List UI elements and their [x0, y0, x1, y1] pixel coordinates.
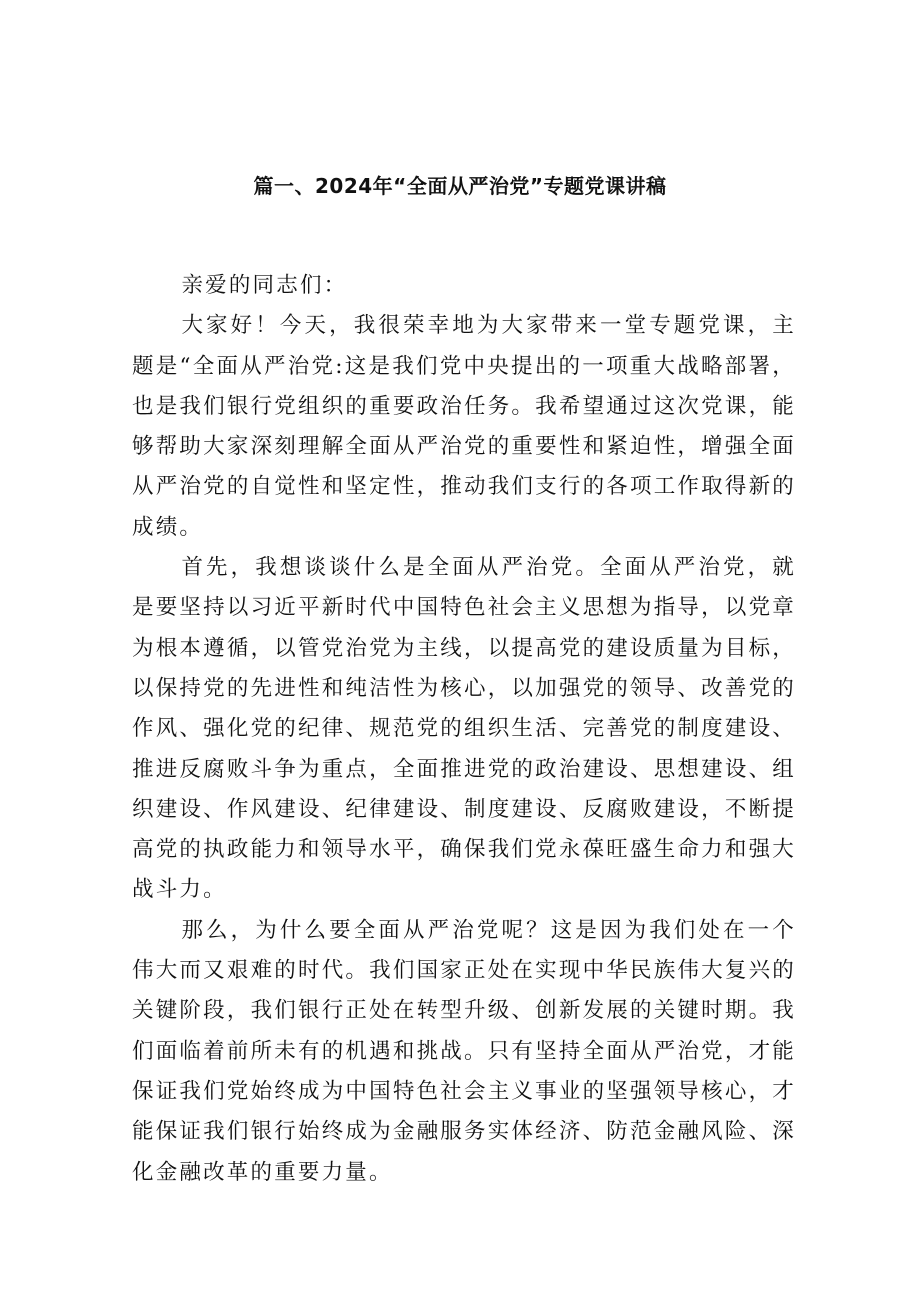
document-body — [132, 266, 796, 1193]
salutation: 亲爱的同志们： — [181, 273, 348, 298]
paragraph-2: 首先，我想谈谈什么是全面从严治党。全面从严治党，就是要坚持以习近平新时代中国特色社会主义思想为指导，以党章为根本遵循，以管党治党为主线，以提高党的建设质量为目标，以保持党的先进性和纯洁性为核心，以加强党的领导、改善党的作风、强化党的纪律、规范党的组织生活、完善党的制度建设、推进反腐败斗争为重点，全面推进党的政治建设、思想建设、组织建设、作风建设、纪律建设、制度建设、反腐败建设，不断提高党的执政能力和领导水平，确保我们党永葆旺盛生命力和强大战斗力。 — [132, 555, 796, 903]
paragraph-1: 大家好！今天，我很荣幸地为大家带来一堂专题党课，主题是“全面从严治党:这是我们党中央提出的一项重大战略部署，也是我们银行党组织的重要政治任务。我希望通过这次党课，能够帮助大家深刻理解全面从严治党的重要性和紧迫性，增强全面从严治党的自觉性和坚定性，推动我们支行的各项工作取得新的成绩。 — [132, 313, 796, 540]
paragraph-3: 那么，为什么要全面从严治党呢？这是因为我们处在一个伟大而又艰难的时代。我们国家正处在实现中华民族伟大复兴的关键阶段，我们银行正处在转型升级、创新发展的关键时期。我们面临着前所未有的机遇和挑战。只有坚持全面从严治党，才能保证我们党始终成为中国特色社会主义事业的坚强领导核心，才能保证我们银行始终成为金融服务实体经济、防范金融风险、深化金融改革的重要力量。 — [132, 917, 796, 1185]
page-title: 篇一、2024年“全面从严治党”专题党课讲稿 — [253, 174, 667, 198]
